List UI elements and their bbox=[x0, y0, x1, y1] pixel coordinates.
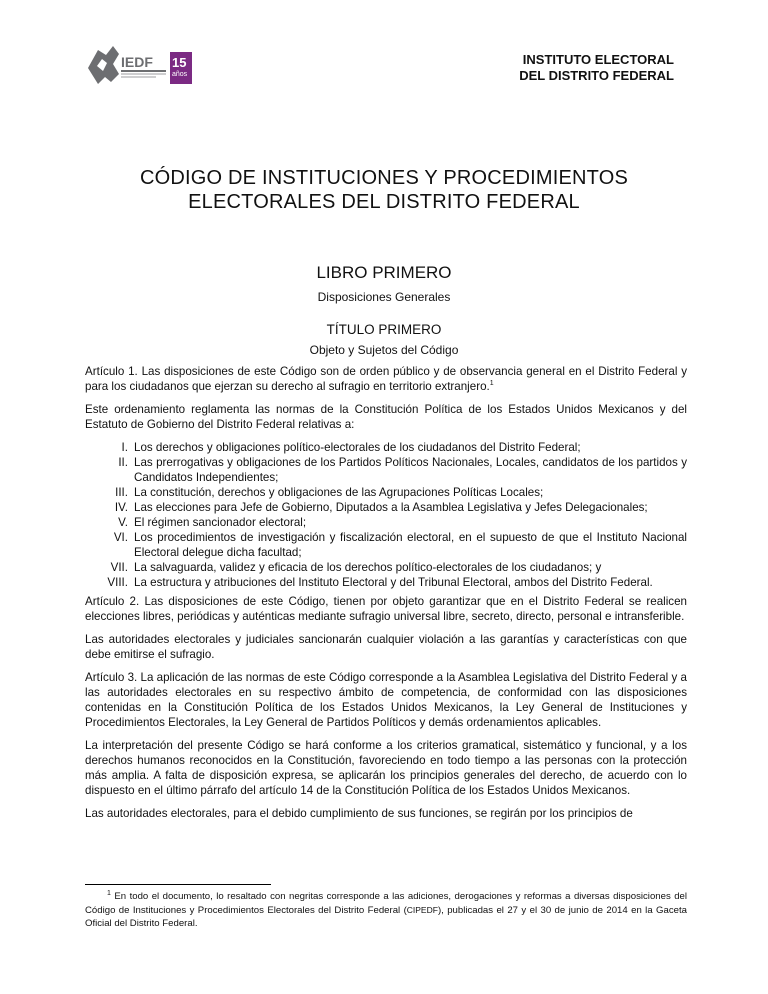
institution-line-2: DEL DISTRITO FEDERAL bbox=[519, 68, 674, 83]
interpretation-paragraph: La interpretación del presente Código se hará conforme a los criterios gramatical, sistemático y funcional, y a los derechos humanos reconocidos en la Constitución, favoreciendo en todo tiempo a las personas con la protección más amplia. A falta de disposición expresa, se aplicarán los principios generales del derecho, de acuerdo con lo dispuesto en el último párrafo del artículo 14 de la Constitución Política de los Estados Unidos Mexicanos. bbox=[85, 739, 687, 797]
article-3-paragraph: Artículo 3. La aplicación de las normas de este Código corresponde a la Asamblea Legislativa del Distrito Federal y a las autoridades electorales en su respectivo ámbito de competencia, de conformidad con las disposiciones contenidas en la Constitución Política de los Estados Unidos Mexicanos, la Ley General de Instituciones y Procedimientos Electorales, la Ley General de Partidos Políticos y demás ordenamientos aplicables. bbox=[85, 671, 687, 729]
list-item-text: La salvaguarda, validez y eficacia de los derechos político-electorales de los ciudadanos; y bbox=[134, 561, 602, 574]
list-item bbox=[85, 500, 687, 515]
footnote-text-b: ), publicadas el 27 y el 30 de junio de 2014 en la Gaceta Oficial del Distrito Federal. bbox=[85, 904, 687, 929]
list-item-text: La constitución, derechos y obligaciones de las Agrupaciones Políticas Locales; bbox=[134, 486, 544, 499]
sanctions-paragraph: Las autoridades electorales y judiciales sancionarán cualquier violación a las garantías y características con que debe emitirse el sufragio. bbox=[85, 633, 687, 661]
list-item-text: Las elecciones para Jefe de Gobierno, Diputados a la Asamblea Legislativa y Jefes Delegacionales; bbox=[134, 501, 648, 514]
list-item-number: III. bbox=[115, 486, 128, 499]
list-item bbox=[85, 530, 687, 560]
list-item-text: La estructura y atribuciones del Instituto Electoral y del Tribunal Electoral, ambos del Distrito Federal. bbox=[134, 576, 653, 589]
list-item bbox=[85, 515, 687, 530]
iedf-logo bbox=[86, 42, 196, 90]
scope-list bbox=[85, 440, 687, 590]
footnote-text-a: En todo el documento, lo resaltado con negritas corresponde a las adiciones, derogaciones y reformas a diversas disposiciones del Código de Instituciones y Procedimientos Electorales del Distrito Federal ( bbox=[85, 891, 688, 916]
list-item-number: V. bbox=[118, 516, 128, 529]
footnote bbox=[85, 890, 687, 931]
institution-name bbox=[519, 52, 674, 84]
list-item-text: Los procedimientos de investigación y fiscalización electoral, en el supuesto de que el Instituto Nacional Electoral delegue dicha facultad; bbox=[134, 531, 687, 559]
document-body bbox=[85, 364, 687, 829]
article-1-paragraph bbox=[85, 364, 687, 394]
list-item-number: VII. bbox=[110, 561, 128, 574]
logo-text: IEDF bbox=[121, 54, 153, 70]
list-item-text: Los derechos y obligaciones político-electorales de los ciudadanos del Distrito Federal; bbox=[134, 441, 581, 454]
list-item-text: El régimen sancionador electoral; bbox=[134, 516, 307, 529]
principles-paragraph: Las autoridades electorales, para el debido cumplimiento de sus funciones, se regirán por los principios de bbox=[85, 807, 633, 820]
list-item bbox=[85, 485, 687, 500]
list-item-number: I. bbox=[121, 441, 128, 454]
footnote-number: 1 bbox=[107, 889, 111, 897]
footnote-abbr: CIPEDF bbox=[406, 904, 438, 915]
intro-paragraph: Este ordenamiento reglamenta las normas de la Constitución Política de los Estados Unidos Mexicanos y del Estatuto de Gobierno del Distrito Federal relativas a: bbox=[85, 403, 687, 431]
list-item bbox=[85, 440, 687, 455]
list-item-number: VIII. bbox=[107, 576, 128, 589]
article-2-paragraph: Artículo 2. Las disposiciones de este Código, tienen por objeto garantizar que en el Distrito Federal se realicen elecciones libres, periódicas y auténticas mediante sufragio universal libre, secreto, directo, personal e intransferible. bbox=[85, 595, 687, 623]
titulo-subheading: Objeto y Sujetos del Código bbox=[309, 343, 459, 357]
titulo-heading: TÍTULO PRIMERO bbox=[326, 322, 442, 337]
list-item-number: II. bbox=[118, 456, 128, 469]
article-1-text: Artículo 1. Las disposiciones de este Código son de orden público y de observancia general en el Distrito Federal y para los ciudadanos que ejerzan su derecho al sufragio en territorio extranjero. bbox=[85, 365, 687, 393]
list-item bbox=[85, 575, 687, 590]
logo-badge-number: 15 bbox=[172, 55, 187, 70]
footnote-divider bbox=[85, 884, 271, 885]
document-title bbox=[0, 166, 768, 214]
list-item-number: IV. bbox=[114, 501, 128, 514]
document-title-line-1: CÓDIGO DE INSTITUCIONES Y PROCEDIMIENTOS bbox=[139, 167, 629, 189]
list-item-text: Las prerrogativas y obligaciones de los Partidos Políticos Nacionales, Locales, candidatos de los partidos y Candidatos Independientes; bbox=[134, 456, 687, 484]
list-item bbox=[85, 560, 687, 575]
libro-heading: LIBRO PRIMERO bbox=[316, 263, 452, 282]
institution-line-1: INSTITUTO ELECTORAL bbox=[522, 52, 674, 67]
list-item bbox=[85, 455, 687, 485]
libro-subheading: Disposiciones Generales bbox=[317, 290, 451, 304]
logo-badge-word: años bbox=[172, 71, 188, 78]
list-item-number: VI. bbox=[113, 531, 128, 544]
footnote-ref[interactable]: 1 bbox=[489, 380, 494, 388]
document-title-line-2: ELECTORALES DEL DISTRITO FEDERAL bbox=[188, 191, 580, 213]
